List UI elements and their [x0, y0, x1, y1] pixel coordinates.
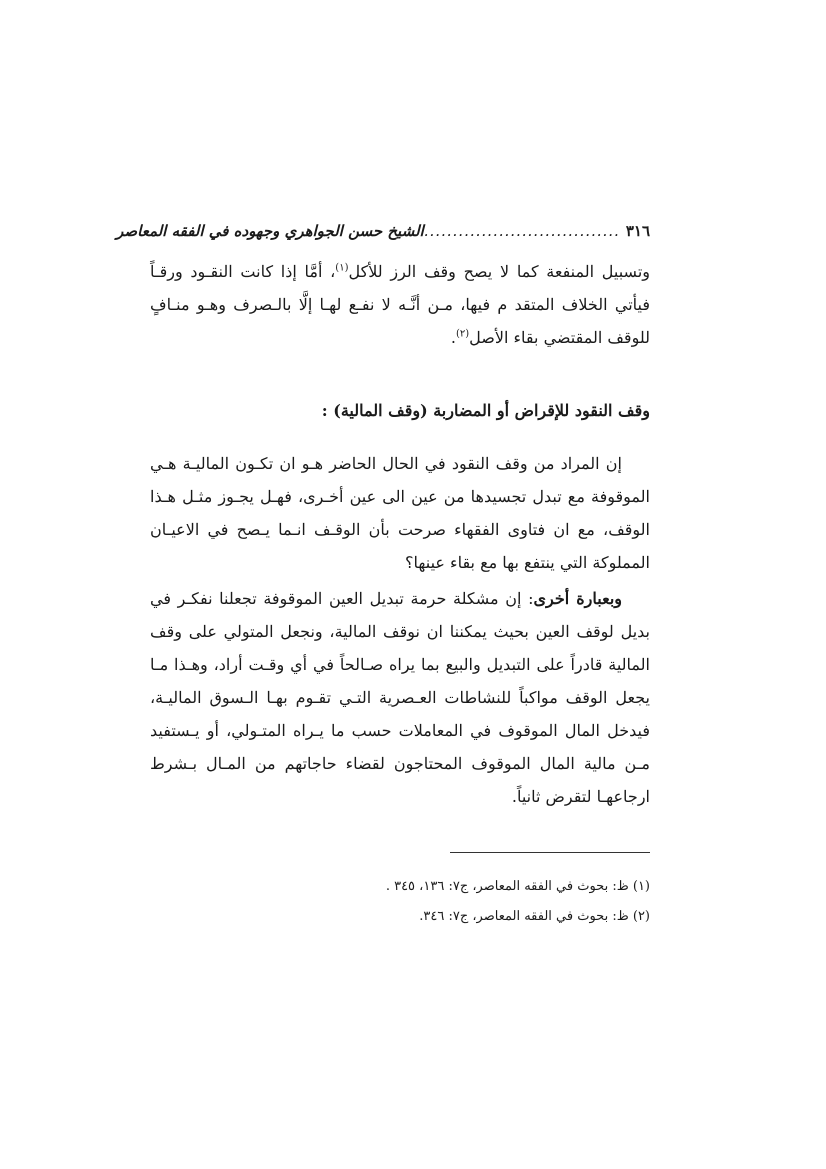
paragraph-1-part-a: وتسبيل المنفعة كما لا يصح وقف الرز للأكل	[348, 262, 651, 281]
paragraph-3	[150, 582, 650, 813]
footnote-1: (١) ظ: بحوث في الفقه المعاصر، ج٧: ١٣٦، ٣٤٥ .	[385, 879, 650, 894]
paragraph-1-text	[150, 255, 650, 354]
footnote-ref-2[interactable]: (٢)	[455, 328, 470, 340]
paragraph-1	[150, 255, 650, 354]
running-header	[116, 220, 650, 242]
page-number: ٣١٦	[625, 222, 650, 240]
paragraph-1-part-c: .	[450, 328, 456, 347]
paragraph-2-text	[150, 447, 650, 579]
paragraph-3-body: : إن مشكلة حرمة تبديل العين الموقوفة تجعلنا نفكـر في بديل لوقف العين بحيث يمكننا ان نوقف المالية، ونجعل المتولي على وقف المالية قادراً على التبديل والبيع بما يراه صـالحاً في أي وقـت أراد، وهـذا مـا يجعل الوقف مواكباً للنشاطات العـصرية التـي تقـوم بهـا الـسوق الماليـة، فيدخل المال الموقوف في المعاملات حسب ما يـراه المتـولي، أو يـستفيد مـن مالية المال الموقوف المحتاجون لقضاء حاجاتهم من المـال بـشرط ارجاعهـا لتقرض ثانياً.	[150, 589, 650, 806]
paragraph-2	[150, 447, 650, 579]
paragraph-3-text	[150, 582, 650, 813]
paragraph-2-body: إن المراد من وقف النقود في الحال الحاضر هـو ان تكـون الماليـة هـي الموقوفة مع تبدل تجسيدها من عين الى عين أخـرى، فهـل يجـوز مثـل هـذا الوقف، مع ان فتاوى الفقهاء صرحت بأن الوقـف انـما يـصح في الاعيـان المملوكة التي ينتفع بها مع بقاء عينها؟	[150, 454, 650, 572]
section-heading: وقف النقود للإقراض أو المضاربة (وقف المالية) :	[321, 401, 650, 420]
paragraph-1-part-b: ، أمَّا إذا كانت النقـود ورقـاً فيأتي الخلاف المتقد م فيها، مـن أنَّـه لا نفـع لهـا إلَّا بالـصرف وهـو منـافٍ للوقف المقتضي بقاء الأصل	[150, 262, 650, 347]
book-title: الشيخ حسن الجواهري وجهوده في الفقه المعاصر	[116, 222, 424, 240]
footnotes	[150, 872, 650, 932]
footnote-separator	[450, 852, 650, 853]
header-leader-dots: ..................................	[423, 222, 620, 240]
footnote-2: (٢) ظ: بحوث في الفقه المعاصر، ج٧: ٣٤٦.	[419, 909, 650, 924]
footnote-ref-1[interactable]: (١)	[335, 262, 349, 274]
paragraph-3-lead: وبعبارة أخرى	[533, 589, 623, 608]
